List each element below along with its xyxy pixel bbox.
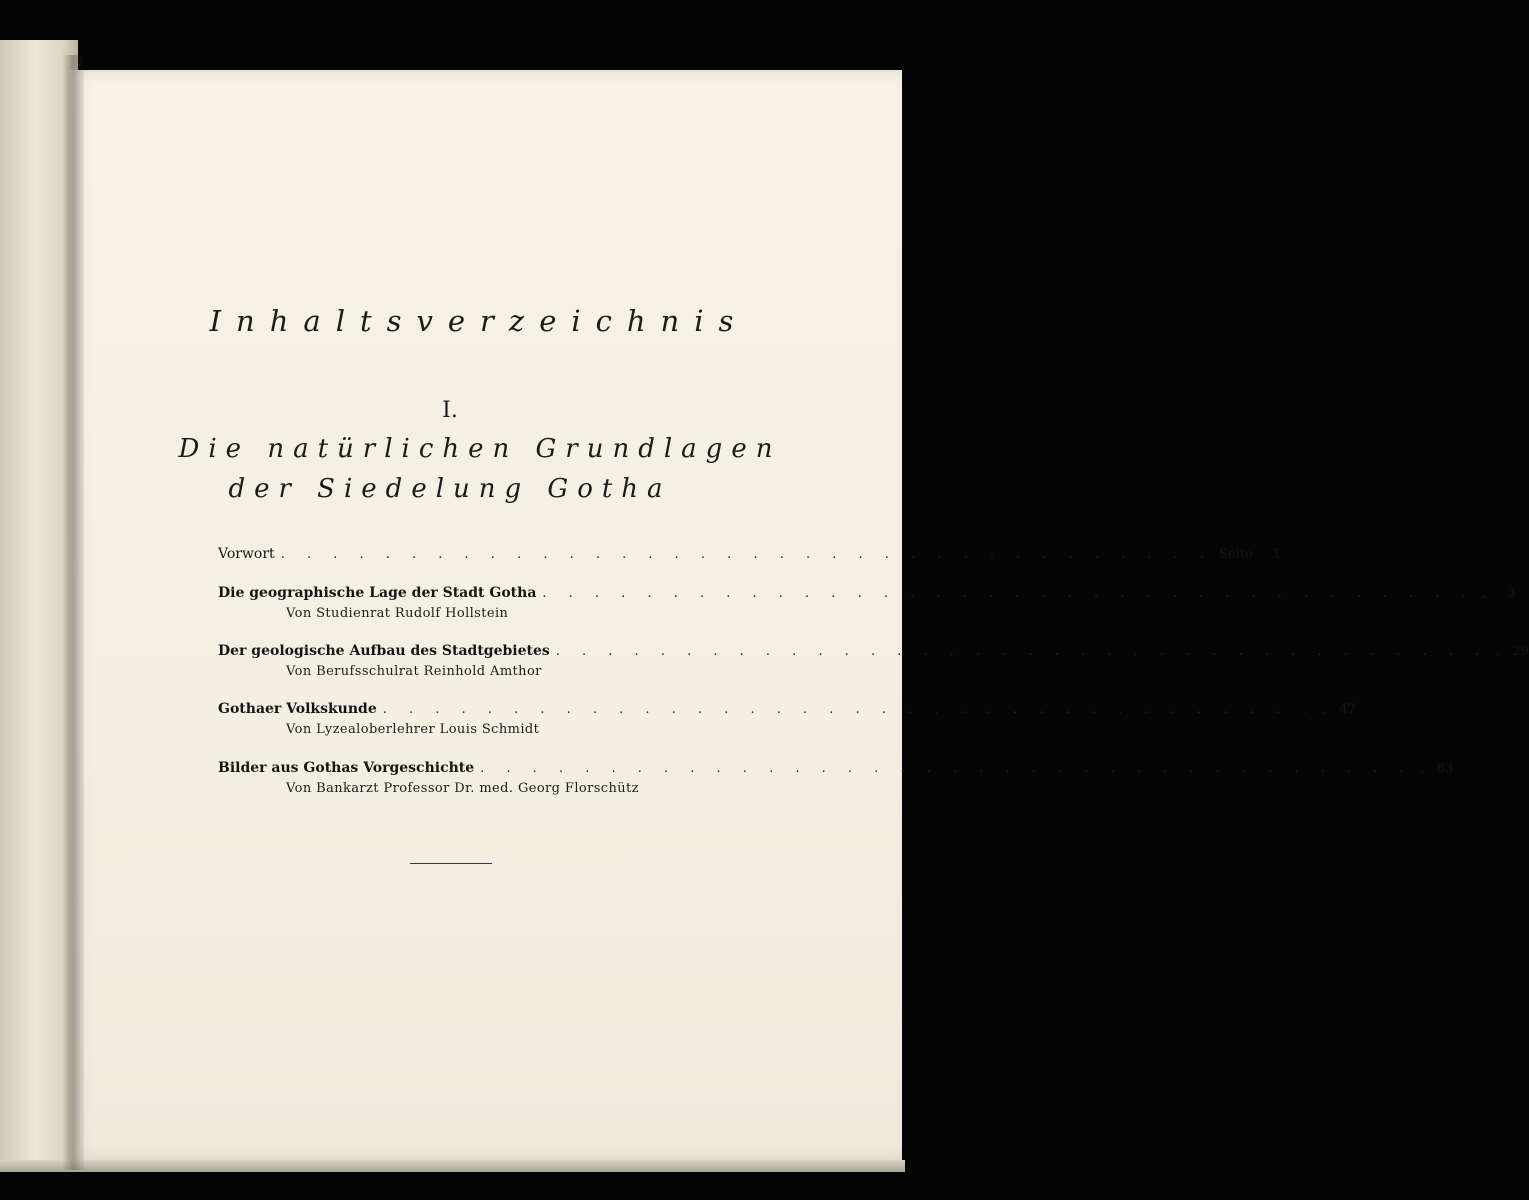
dot-leader: . . . . . . . . . . . . . . . . . . . . . . . . . . . . . . . . . . . . [280,547,1214,562]
page-label: „ [1321,702,1328,717]
toc-entry [218,699,1356,740]
entry-title: Bilder aus Gothas Vorgeschichte [218,760,475,776]
entry-author: Von Studienrat Rudolf Hollstein [286,606,509,621]
dot-leader: . . . . . . . . . . . . . . . . . . . . . . . . . . . . . . . . . . . . [382,702,1316,717]
entry-author: Von Bankarzt Professor Dr. med. Georg Florschütz [286,781,639,796]
page-label: „ [1418,761,1426,776]
page-number: 3 [1507,586,1516,601]
page-edge [0,1160,905,1172]
page-label: Seite [1219,547,1253,562]
toc-entry [218,758,1454,799]
entry-title: Gothaer Volkskunde [218,701,377,717]
entry-author: Von Lyzealoberlehrer Louis Schmidt [286,722,540,737]
part-title-line-1: Die natürlichen Grundlagen [178,434,782,464]
entry-title: Die geographische Lage der Stadt Gotha [218,585,537,601]
page-number: 83 [1436,761,1454,776]
toc-title: Inhaltsverzeichnis [209,304,749,338]
dot-leader: . . . . . . . . . . . . . . . . . . . . . . . . . . . . . . . . . . . . [542,586,1475,601]
page-label: „ [1494,644,1501,659]
dot-leader: . . . . . . . . . . . . . . . . . . . . . . . . . . . . . . . . . . . . [555,644,1489,659]
part-title-line-2: der Siedelung Gotha [228,474,672,504]
toc-entry [218,544,1281,565]
entry-author: Von Berufsschulrat Reinhold Amthor [286,664,542,679]
page-number: 29 [1512,644,1529,659]
toc-entry [218,583,1516,624]
toc-entry [218,641,1529,682]
book-gutter [62,55,84,1170]
page-label: „ [1480,586,1488,601]
page-number: 1 [1272,547,1281,562]
entry-title: Vorwort [218,546,275,562]
dot-leader: . . . . . . . . . . . . . . . . . . . . . . . . . . . . . . . . . . . . [480,761,1413,776]
page-number: 47 [1339,702,1356,717]
divider-line [410,863,492,864]
entry-title: Der geologische Aufbau des Stadtgebietes [218,643,550,659]
part-number: I. [442,398,458,423]
